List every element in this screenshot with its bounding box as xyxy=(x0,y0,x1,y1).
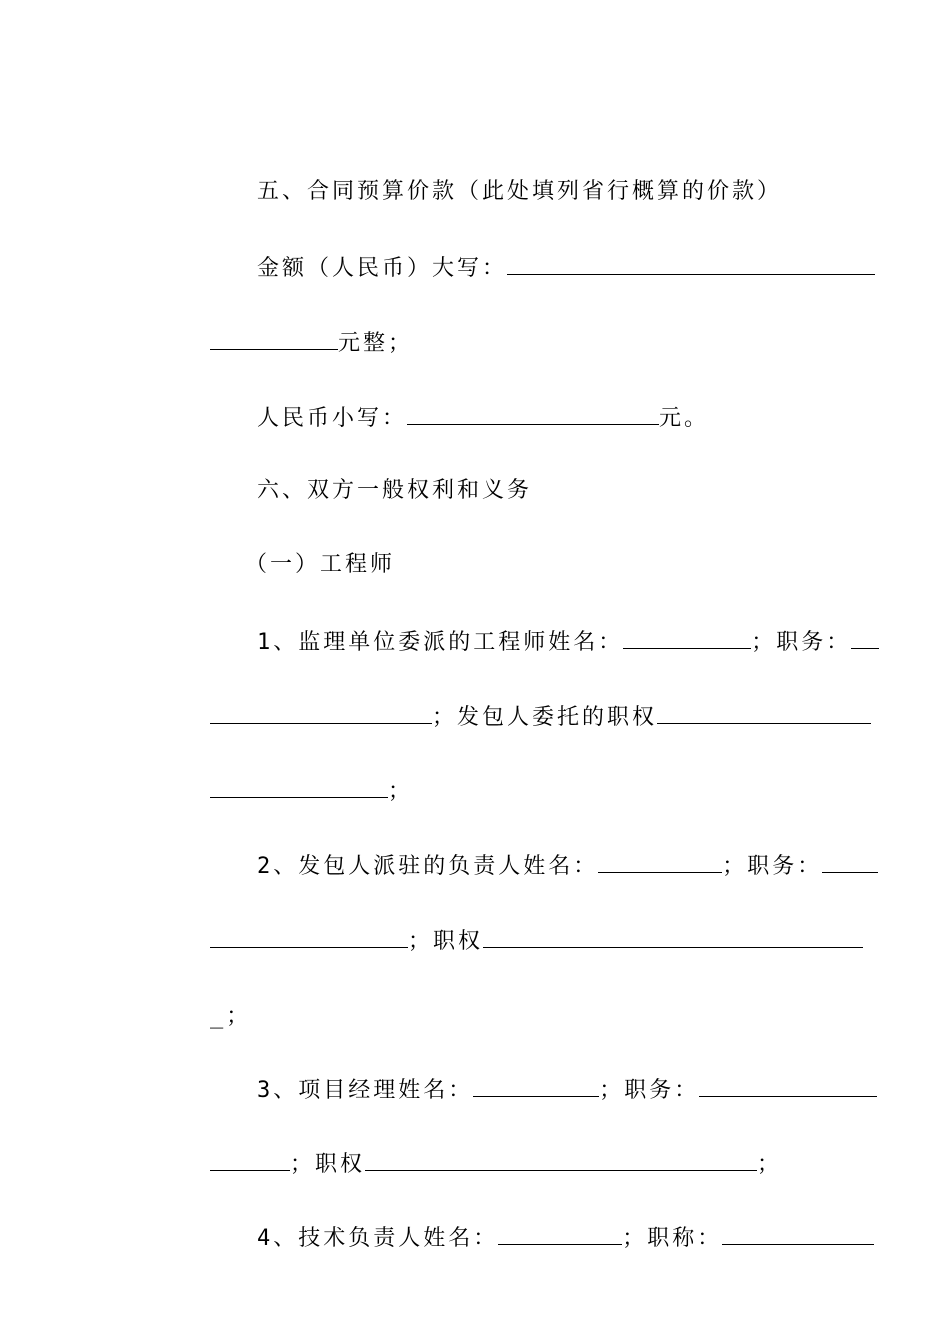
item-4-label: 4、技术负责人姓名： xyxy=(256,1226,499,1251)
project-manager-authority-field[interactable] xyxy=(365,1144,757,1171)
amount-upper-line xyxy=(0,208,950,281)
item-1-position-label: ；职务： xyxy=(751,630,852,655)
section-6-heading-text: 六、双方一般权利和义务 xyxy=(256,478,532,503)
employer-rep-authority-field[interactable] xyxy=(483,921,863,948)
item-1-cont-line xyxy=(0,657,950,730)
item-2-end: _； xyxy=(209,1004,252,1029)
amount-upper-label: 金额（人民币）大写： xyxy=(256,256,507,281)
item-2-label: 2、发包人派驻的负责人姓名： xyxy=(256,854,599,879)
engineer-position-field[interactable] xyxy=(851,622,879,649)
subsection-engineer-text: （一）工程师 xyxy=(244,552,395,577)
item-3-position-label: ；职务： xyxy=(599,1078,700,1103)
amount-upper-field-cont[interactable] xyxy=(210,323,338,350)
subsection-engineer-heading xyxy=(0,505,950,577)
item-4-line xyxy=(0,1178,950,1251)
project-manager-name-field[interactable] xyxy=(473,1070,599,1097)
amount-lower-line xyxy=(0,358,950,431)
section-5-heading xyxy=(0,132,950,204)
engineer-authority-field-cont[interactable] xyxy=(210,771,388,798)
item-3-authority-label: ；职权 xyxy=(289,1152,365,1177)
engineer-position-field-cont[interactable] xyxy=(210,697,432,724)
item-1-authority-label: ；发包人委托的职权 xyxy=(431,705,657,730)
engineer-authority-field[interactable] xyxy=(657,697,871,724)
item-2-cont-line xyxy=(0,881,950,954)
item-3-cont-line xyxy=(0,1104,950,1177)
amount-upper-field[interactable] xyxy=(507,248,875,275)
amount-lower-field[interactable] xyxy=(407,398,659,425)
item-1-line xyxy=(0,582,950,655)
employer-rep-position-field-cont[interactable] xyxy=(210,921,408,948)
amount-lower-label: 人民币小写： xyxy=(256,406,407,431)
item-4-title-label: ；职称： xyxy=(622,1226,723,1251)
employer-rep-position-field[interactable] xyxy=(822,846,878,873)
item-2-position-label: ；职务： xyxy=(722,854,823,879)
item-3-line xyxy=(0,1030,950,1103)
item-3-end: ； xyxy=(757,1152,783,1177)
amount-upper-suffix: 元整； xyxy=(337,331,413,356)
engineer-name-field[interactable] xyxy=(623,622,751,649)
tech-lead-name-field[interactable] xyxy=(498,1218,622,1245)
section-6-heading xyxy=(0,431,950,503)
item-2-cont-line-2 xyxy=(0,957,950,1029)
item-1-end: ； xyxy=(387,779,413,804)
tech-lead-title-field[interactable] xyxy=(722,1218,874,1245)
project-manager-position-field[interactable] xyxy=(699,1070,877,1097)
amount-upper-cont-line xyxy=(0,283,950,356)
item-1-label: 1、监理单位委派的工程师姓名： xyxy=(256,630,624,655)
item-1-cont-line-2 xyxy=(0,731,950,804)
item-2-line xyxy=(0,806,950,879)
section-5-heading-text: 五、合同预算价款（此处填列省行概算的价款） xyxy=(256,179,782,204)
project-manager-position-field-cont[interactable] xyxy=(210,1144,290,1171)
employer-rep-name-field[interactable] xyxy=(598,846,722,873)
item-3-label: 3、项目经理姓名： xyxy=(256,1078,474,1103)
item-2-authority-label: ；职权 xyxy=(407,929,483,954)
amount-lower-suffix: 元。 xyxy=(659,406,710,431)
